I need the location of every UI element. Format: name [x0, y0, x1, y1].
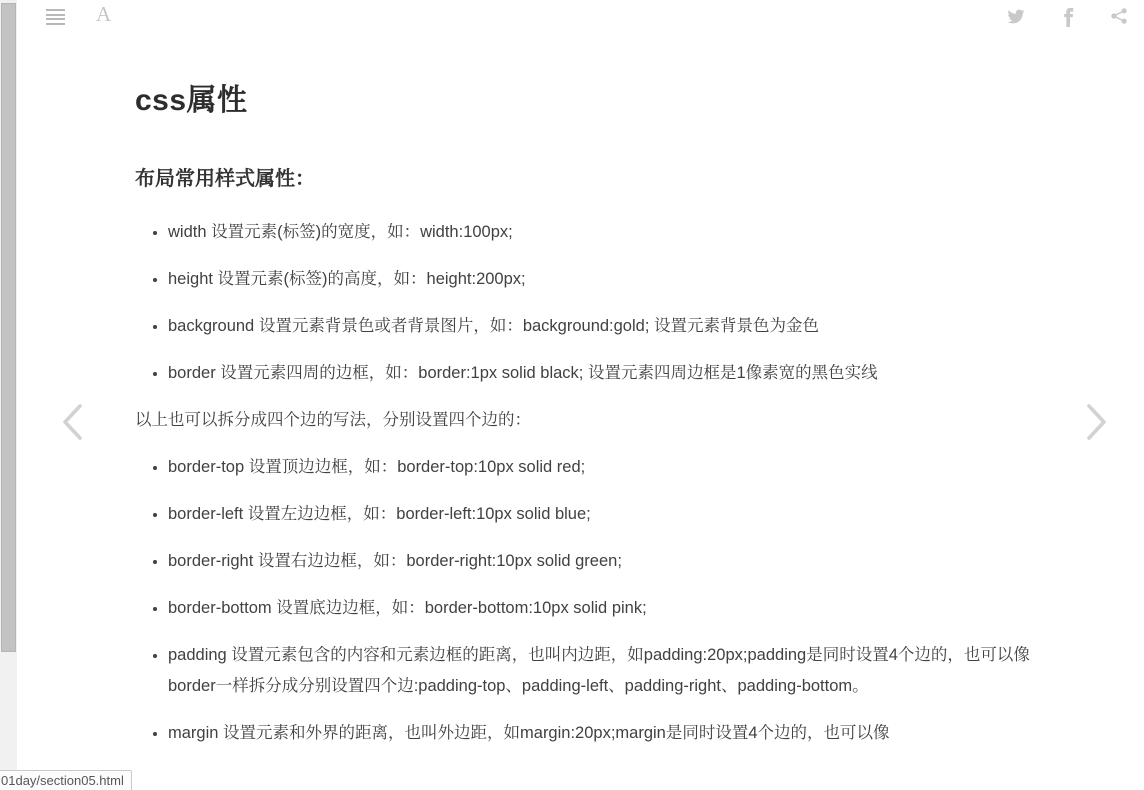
menu-button[interactable] — [46, 9, 66, 25]
font-size-button[interactable] — [96, 2, 111, 26]
scrollbar-track[interactable] — [0, 0, 17, 772]
letter-A-icon: A — [96, 2, 112, 26]
note-paragraph: 以上也可以拆分成四个边的写法，分别设置四个边的： — [135, 411, 531, 429]
page-title: css属性 — [135, 84, 248, 117]
chevron-left-icon — [60, 403, 84, 441]
section-heading: 布局常用样式属性： — [135, 168, 315, 190]
list-item: • background 设置元素背景色或者背景图片，如：background:gold; 设置元素背景色为金色 — [168, 311, 1041, 342]
list-item: • margin 设置元素和外界的距离，也叫外边距，如margin:20px;margin是同时设置4个边的，也可以像 — [168, 718, 1041, 749]
scrollbar-thumb[interactable] — [1, 3, 16, 652]
list-item: • padding 设置元素包含的内容和元素边框的距离，也叫内边距，如padding:20px;padding是同时设置4个边的，也可以像border一样拆分成分别设置四个边:padding-top、padding-left、padding-right、padding-bottom。 — [168, 640, 1041, 702]
list-item: • border 设置元素四周的边框，如：border:1px solid black; 设置元素四周边框是1像素宽的黑色实线 — [168, 358, 1041, 389]
list-item: • width 设置元素(标签)的宽度，如：width:100px; — [168, 217, 1041, 248]
document-content — [135, 0, 1041, 765]
list-item: • border-left 设置左边边框，如：border-left:10px solid blue; — [168, 499, 1041, 530]
list-item: • height 设置元素(标签)的高度，如：height:200px; — [168, 264, 1041, 295]
status-bar-link-preview: 01day/section05.html — [0, 770, 132, 790]
chevron-right-icon — [1085, 403, 1109, 441]
prev-page-button[interactable] — [60, 403, 84, 441]
list-item: • border-bottom 设置底边边框，如：border-bottom:10px solid pink; — [168, 593, 1041, 624]
style-properties-list — [135, 217, 1041, 389]
next-page-button[interactable] — [1085, 403, 1109, 441]
hamburger-icon — [46, 9, 65, 24]
list-item: • border-right 设置右边边框，如：border-right:10px solid green; — [168, 546, 1041, 577]
share-icon[interactable] — [1110, 8, 1128, 24]
list-item: • border-top 设置顶边边框，如：border-top:10px solid red; — [168, 452, 1041, 483]
facebook-icon[interactable] — [1063, 8, 1074, 27]
border-sides-list — [135, 452, 1041, 749]
